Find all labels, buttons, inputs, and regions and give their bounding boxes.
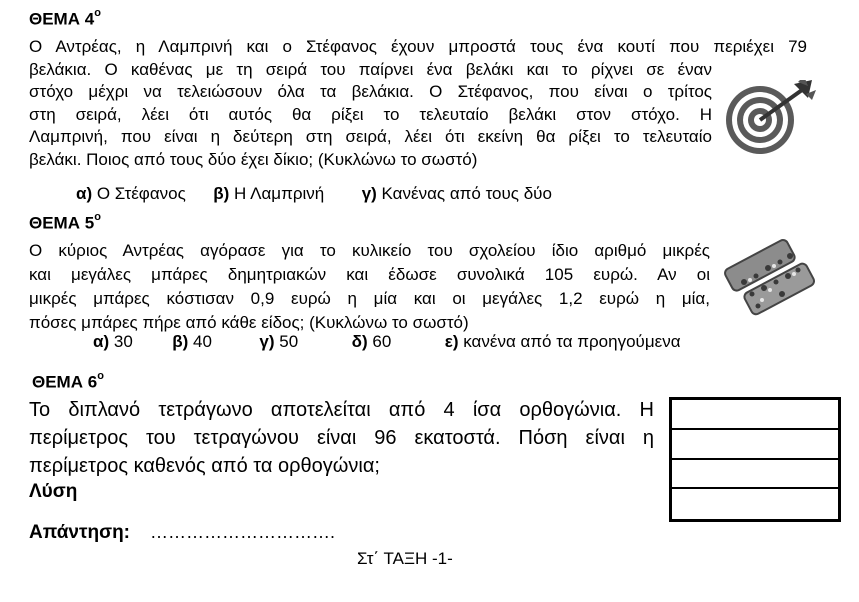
- theme4-heading: ΘΕΜΑ $4^o$: [29, 7, 101, 29]
- dartboard-target-icon: [722, 80, 817, 155]
- option[interactable]: ε) κανένα από τα προηγούμενα: [444, 332, 681, 351]
- theme4-line: στη σειρά, λέει ότι αυτός θα ρίξει το τελευταίο βελάκι στον στόχο. Η: [29, 104, 712, 124]
- option[interactable]: β) 40: [172, 332, 212, 351]
- option[interactable]: γ) 50: [259, 332, 299, 351]
- theme5-heading: ΘΕΜΑ $5^o$: [29, 211, 101, 233]
- theme5-line: Ο κύριος Αντρέας αγόρασε για το κυλικείο του σχολείου ίδιο αριθμό μικρές: [29, 241, 710, 260]
- rectangle: [672, 430, 838, 460]
- square-of-rectangles-figure: [669, 397, 841, 522]
- theme6-line: περίμετρος του τετραγώνου είναι 96 εκατοστά. Πόση είναι η: [29, 427, 654, 449]
- option[interactable]: α) Ο Στέφανος: [76, 184, 186, 203]
- theme5-paragraph: [29, 239, 719, 335]
- rectangle: [672, 460, 838, 490]
- theme6-line: Το διπλανό τετράγωνο αποτελείται από 4 ίσα ορθογώνια. Η: [29, 399, 654, 421]
- option[interactable]: γ) Κανένας από τους δύο: [361, 184, 552, 203]
- theme4-line: Λαμπρινή, που είναι η δεύτερη στη σειρά, λέει ότι εκείνη θα ρίξει το τελευταίο: [29, 127, 712, 146]
- cereal-bars-icon: [724, 236, 816, 320]
- option[interactable]: β) Η Λαμπρινή: [213, 184, 325, 203]
- theme4-line: Ο Αντρέας, η Λαμπρινή και ο Στέφανος έχουν μπροστά τους ένα κουτί που περιέχει 79: [29, 37, 807, 56]
- theme5-line: και μεγάλες μπάρες δημητριακών και έδωσε συνολικά 105 ευρώ. Αν οι: [29, 265, 710, 284]
- theme5-options: [93, 332, 681, 352]
- theme4-line: βελάκια. Ο καθένας με τη σειρά του παίρνει ένα βελάκι και το ρίχνει σε έναν: [29, 59, 712, 79]
- rectangle: [672, 400, 838, 430]
- theme6-line: περίμετρος καθενός από τα ορθογώνια;: [29, 455, 380, 477]
- page-footer: Στ΄ ΤΑΞΗ -1-: [357, 549, 453, 568]
- answer-blank[interactable]: ………………………….: [150, 522, 336, 542]
- option[interactable]: δ) 60: [351, 332, 392, 351]
- theme5-line: μικρές μπάρες κόστισαν 0,9 ευρώ η μία και οι μεγάλες 1,2 ευρώ η μία,: [29, 289, 710, 308]
- theme6-heading: ΘΕΜΑ $6^o$: [32, 370, 104, 392]
- theme4-paragraph: [29, 36, 809, 171]
- theme5-line: πόσες μπάρες πήρε από κάθε είδος; (Κυκλώνω το σωστό): [29, 313, 469, 332]
- answer-label: Απάντηση:: [29, 522, 131, 543]
- solution-label: Λύση: [29, 481, 78, 502]
- theme4-options: [76, 184, 552, 204]
- theme4-line: στόχο μέχρι να τελειώσουν όλα τα βελάκια. Ο Στέφανος, που είναι ο τρίτος: [29, 82, 712, 101]
- option[interactable]: α) 30: [93, 332, 133, 351]
- rectangle: [672, 489, 838, 519]
- theme4-line: βελάκι. Ποιος από τους δύο έχει δίκιο; (Κυκλώνω το σωστό): [29, 149, 478, 169]
- theme6-paragraph: [29, 396, 659, 480]
